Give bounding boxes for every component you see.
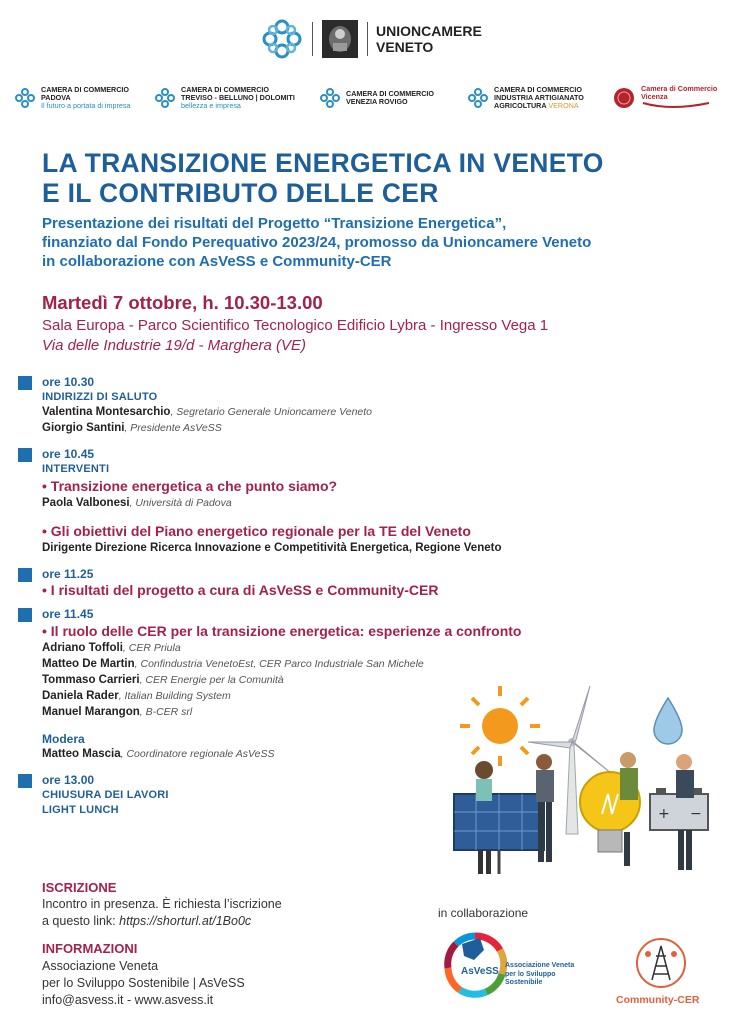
chamber-line: TREVISO - BELLUNO | DOLOMITI [181, 92, 295, 102]
event-venue [42, 316, 548, 356]
venue-address: Via delle Industrie 19/d - Marghera (VE) [42, 337, 307, 354]
divider [367, 22, 368, 56]
chamber-line: CAMERA DI COMMERCIO [346, 88, 434, 98]
speaker: Daniela Rader, Italian Building System [42, 690, 231, 702]
talk-title: • I risultati del progetto a cura di AsVeSS e Community-CER [42, 582, 439, 598]
org-name: UNIONCAMERE [376, 23, 482, 39]
chamber-line: CAMERA DI COMMERCIO [494, 84, 582, 94]
energy-community-illustration [452, 684, 720, 880]
asvess-line: per lo Sviluppo [505, 970, 556, 978]
divider [312, 22, 313, 56]
chamber-line: bellezza e impresa [181, 101, 241, 111]
asvess-line: Associazione Veneta [505, 962, 575, 969]
speaker: Adriano Toffoli, CER Priula [42, 642, 181, 654]
sun-icon [460, 686, 540, 766]
chambers-logo-row [14, 80, 726, 116]
chamber-padova-logo [14, 83, 154, 113]
title-line: LA TRANSIZIONE ENERGETICA IN VENETO [42, 148, 604, 178]
moderator: Matteo Mascia, Coordinatore regionale AsVeSS [42, 748, 275, 760]
agenda-time: ore 11.25 [42, 567, 94, 581]
org-name-region: VENETO [376, 39, 434, 55]
subtitle-line: finanziato dal Fondo Perequativo 2023/24, promosso da Unioncamere Veneto [42, 234, 592, 251]
chamber-line: INDUSTRIA ARTIGIANATO [494, 92, 584, 102]
agenda-section: LIGHT LUNCH [42, 804, 119, 816]
flower-logo-icon [319, 87, 341, 109]
speaker: Valentina Montesarchio, Segretario Generale Unioncamere Veneto [42, 406, 373, 418]
bullet-square-icon [18, 376, 32, 390]
page-title [42, 148, 604, 208]
talk-title: • Il ruolo delle CER per la transizione energetica: esperienze a confronto [42, 623, 522, 639]
chamber-line: Vicenza [641, 91, 668, 101]
bullet-square-icon [18, 448, 32, 462]
chamber-line: VERONA [548, 101, 579, 111]
speaker: Tommaso Carrieri, CER Energie per la Comunità [42, 674, 284, 686]
speaker: Dirigente Direzione Ricerca Innovazione e Competitività Energetica, Regione Veneto [42, 542, 502, 554]
venue-line: Sala Europa - Parco Scientifico Tecnologico Edificio Lybra - Ingresso Vega 1 [42, 317, 549, 334]
agenda-time: ore 10.45 [42, 447, 95, 461]
unioncamere-logo [260, 16, 482, 62]
title-line: E IL CONTRIBUTO DELLE CER [42, 178, 439, 208]
bullet-square-icon [18, 608, 32, 622]
speaker: Paola Valbonesi, Università di Padova [42, 497, 232, 509]
chamber-line: CAMERA DI COMMERCIO [181, 84, 269, 94]
info-line: Associazione Veneta [42, 959, 159, 973]
chamber-line: Camera di Commercio [641, 83, 718, 93]
speaker: Matteo De Martin, Confindustria VenetoEst, CER Parco Industriale San Michele [42, 658, 424, 670]
chamber-line: VENEZIA ROVIGO [346, 97, 408, 106]
subtitle-line: Presentazione dei risultati del Progetto “Transizione Energetica”, [42, 215, 507, 232]
speaker: Giorgio Santini, Presidente AsVeSS [42, 422, 222, 434]
chamber-line: Il futuro a portata di impresa [41, 101, 131, 111]
chamber-verona-logo [467, 83, 612, 113]
event-date: Martedì 7 ottobre, h. 10.30-13.00 [42, 292, 323, 313]
flower-logo-icon [14, 87, 36, 109]
svg-text:−: − [690, 806, 702, 822]
subtitle-line: in collaborazione con AsVeSS e Community-CER [42, 253, 392, 270]
solar-panel-icon [454, 794, 544, 874]
info-text [42, 958, 245, 1009]
talk-title: • Transizione energetica a che punto siamo? [42, 478, 338, 494]
collaboration-label: in collaborazione [438, 906, 529, 920]
asvess-name [505, 962, 574, 988]
registration-text [42, 896, 282, 930]
asvess-wordmark: AsVeSS [461, 966, 499, 977]
swoosh-icon [641, 101, 711, 109]
registration-line: Incontro in presenza. È richiesta l’iscrizione [42, 897, 282, 911]
agenda-time: ore 13.00 [42, 773, 95, 787]
info-line: per lo Sviluppo Sostenibile | AsVeSS [42, 976, 245, 990]
chamber-line: PADOVA [41, 92, 71, 102]
registration-line: a questo link: [42, 914, 120, 928]
registration-link[interactable]: https://shorturl.at/1Bo0c [119, 914, 252, 928]
asvess-line: Sostenibile [505, 979, 543, 986]
agenda-section: INDIRIZZI DI SALUTO [42, 391, 158, 403]
moderator-label: Modera [42, 732, 85, 746]
subtitle [42, 214, 591, 271]
svg-text:+: + [658, 806, 670, 822]
chamber-vicenza-logo [612, 83, 722, 113]
lion-emblem-icon [321, 19, 359, 59]
talk-title: • Gli obiettivi del Piano energetico regionale per la TE del Veneto [42, 523, 471, 539]
chamber-line: CAMERA DI COMMERCIO [41, 84, 129, 94]
chamber-venezia-logo [319, 83, 467, 113]
community-cer-logo-icon [634, 936, 688, 990]
agenda-section: INTERVENTI [42, 463, 110, 475]
chamber-line: AGRICOLTURA [494, 101, 549, 111]
registration-title: ISCRIZIONE [42, 880, 117, 895]
flower-logo-icon [467, 87, 489, 109]
agenda-time: ore 11.45 [42, 607, 94, 621]
seal-icon [612, 86, 636, 110]
info-contact[interactable]: info@asvess.it - www.asvess.it [42, 993, 214, 1007]
bullet-square-icon [18, 568, 32, 582]
agenda-section: CHIUSURA DEI LAVORI [42, 789, 169, 801]
speaker: Manuel Marangon, B-CER srl [42, 706, 193, 718]
info-title: INFORMAZIONI [42, 941, 138, 956]
agenda-time: ore 10.30 [42, 375, 95, 389]
community-cer-name: Community-CER [616, 994, 700, 1006]
bullet-square-icon [18, 774, 32, 788]
chamber-treviso-logo [154, 83, 319, 113]
flower-logo-icon [154, 87, 176, 109]
flower-logo-icon [260, 17, 304, 61]
water-drop-icon [654, 698, 682, 744]
